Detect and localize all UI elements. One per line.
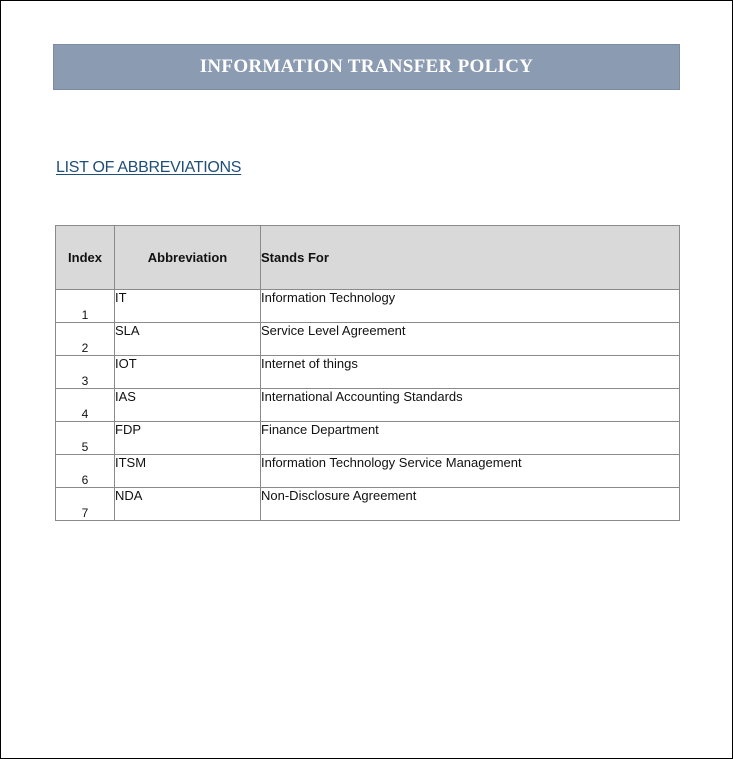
row-abbreviation: NDA — [115, 488, 261, 521]
row-index: 1 — [56, 290, 115, 323]
row-index: 5 — [56, 422, 115, 455]
row-stands-for: Finance Department — [261, 422, 680, 455]
row-abbreviation: IAS — [115, 389, 261, 422]
row-index: 3 — [56, 356, 115, 389]
header-abbreviation: Abbreviation — [115, 226, 261, 290]
row-stands-for: Service Level Agreement — [261, 323, 680, 356]
row-stands-for: Internet of things — [261, 356, 680, 389]
header-stands-for: Stands For — [261, 226, 680, 290]
row-abbreviation: ITSM — [115, 455, 261, 488]
row-stands-for: Information Technology Service Management — [261, 455, 680, 488]
header-index: Index — [56, 226, 115, 290]
table-header-row — [56, 226, 680, 290]
row-index: 7 — [56, 488, 115, 521]
abbreviations-table — [55, 225, 680, 521]
table-row — [56, 455, 680, 488]
row-abbreviation: FDP — [115, 422, 261, 455]
row-stands-for: International Accounting Standards — [261, 389, 680, 422]
row-stands-for: Information Technology — [261, 290, 680, 323]
table-row — [56, 488, 680, 521]
row-stands-for: Non-Disclosure Agreement — [261, 488, 680, 521]
row-index: 6 — [56, 455, 115, 488]
table-row — [56, 422, 680, 455]
row-abbreviation: SLA — [115, 323, 261, 356]
section-heading: LIST OF ABBREVIATIONS — [56, 159, 242, 176]
table-row — [56, 356, 680, 389]
document-title: INFORMATION TRANSFER POLICY — [199, 56, 534, 77]
row-abbreviation: IT — [115, 290, 261, 323]
title-banner — [53, 44, 680, 90]
row-index: 4 — [56, 389, 115, 422]
table-row — [56, 290, 680, 323]
table-row — [56, 323, 680, 356]
row-abbreviation: IOT — [115, 356, 261, 389]
table-row — [56, 389, 680, 422]
row-index: 2 — [56, 323, 115, 356]
